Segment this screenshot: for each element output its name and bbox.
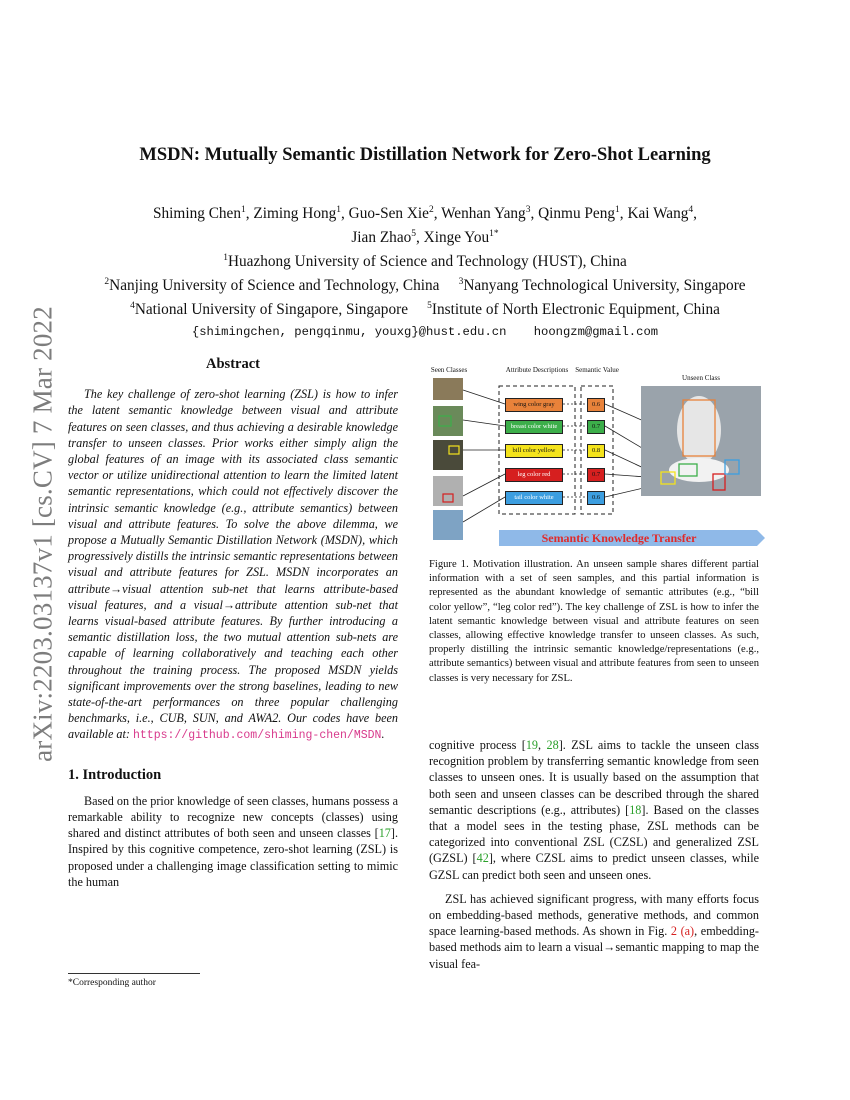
affil-sup: 2 bbox=[104, 277, 110, 288]
affiliation-line-1 bbox=[0, 248, 850, 272]
text: ]. Inspired by this cognitive competence, zero-shot learning (ZSL) is proposed under a challenging image classification setting to mimic the human bbox=[68, 826, 398, 889]
affil-sup: 3 bbox=[458, 277, 464, 288]
seen-image bbox=[433, 406, 463, 436]
citation-link[interactable]: 18 bbox=[629, 802, 642, 817]
figure-link[interactable]: 2 (a) bbox=[670, 924, 695, 939]
value-tail: 0.6 bbox=[587, 491, 605, 505]
value-bill: 0.8 bbox=[587, 444, 605, 458]
affiliation-line-2 bbox=[0, 272, 850, 296]
attribute-descriptions-label: Attribute Descriptions bbox=[505, 366, 569, 374]
arxiv-stamp-text: arXiv:2203.03137v1 [cs.CV] 7 Mar 2022 bbox=[27, 306, 58, 762]
paper-title: MSDN: Mutually Semantic Distillation Network for Zero-Shot Learning bbox=[139, 145, 711, 165]
email[interactable]: {shimingchen, pengqinmu, youxg}@hust.edu.cn bbox=[191, 325, 507, 340]
affiliation-line-3 bbox=[0, 296, 850, 320]
value-wing: 0.6 bbox=[587, 398, 605, 412]
author-sup: 1 bbox=[615, 205, 620, 215]
abstract-text bbox=[68, 386, 398, 744]
author-name: Jian Zhao bbox=[351, 229, 412, 247]
affiliation: National University of Singapore, Singapore bbox=[134, 301, 408, 319]
text: Based on the prior knowledge of seen classes, humans possess a remarkable ability to recognize new concepts (classes) using shared and distinct attributes of both seen and unseen classes [ bbox=[68, 793, 398, 841]
affil-sup: 4 bbox=[130, 301, 135, 312]
seen-classes-label: Seen Classes bbox=[430, 366, 468, 374]
left-column bbox=[68, 356, 398, 890]
affiliation: Huazhong University of Science and Technology (HUST), China bbox=[227, 253, 627, 271]
author-name: Qinmu Peng bbox=[538, 205, 616, 223]
citation-link[interactable]: 19 bbox=[525, 738, 539, 752]
seen-image bbox=[433, 378, 463, 400]
attribute-breast: breast color white bbox=[505, 420, 563, 434]
citation-link[interactable]: 42 bbox=[476, 851, 489, 866]
value-breast: 0.7 bbox=[587, 420, 605, 434]
affiliation: Nanyang Technological University, Singapore bbox=[463, 277, 746, 295]
right-column bbox=[429, 737, 759, 972]
seen-image bbox=[433, 440, 463, 470]
footnote-text: *Corresponding author bbox=[68, 978, 156, 988]
author-name: Wenhan Yang bbox=[441, 205, 526, 223]
attribute-tail: tail color white bbox=[505, 491, 563, 505]
transfer-label: Semantic Knowledge Transfer bbox=[541, 531, 697, 545]
text: cognitive process [ bbox=[429, 738, 526, 752]
attribute-wing: wing color gray bbox=[505, 398, 563, 412]
author-sup: 3 bbox=[525, 205, 531, 215]
affil-sup: 1 bbox=[223, 253, 228, 264]
email-line bbox=[0, 322, 850, 343]
author-sup: 4 bbox=[688, 205, 694, 215]
author-name: Kai Wang bbox=[627, 205, 689, 223]
citation-link[interactable]: 17 bbox=[378, 826, 391, 841]
text: ]. Based on the classes that a model sees in the testing phase, ZSL methods can be categorized into conventional ZSL (CZSL) and generalized ZSL (GZSL) [ bbox=[429, 802, 760, 866]
affil-sup: 5 bbox=[427, 301, 432, 312]
author-name: Guo-Sen Xie bbox=[348, 205, 429, 223]
intro-paragraph-2: cognitive process [19, 28]. ZSL aims to tackle the unseen class recognition problem by transferring semantic knowledge from seen classes to unseen ones. It is usually based on the assumption that both seen and unseen classes can be described through the shared semantic descriptions (e.g., attributes) [18]. Based on the classes that a model sees in the testing phase, ZSL methods can be categorized into conventional ZSL (CZSL) and generalized ZSL (GZSL) [42], where CZSL aims to predict unseen classes, while GZSL can predict both seen and unseen ones. bbox=[429, 738, 760, 882]
abstract-body: The key challenge of zero-shot learning (ZSL) is how to infer the latent semantic knowledge between visual and attribute features on seen classes, and thus achieving a desirable knowledge transfer to unseen classes. Prior works either simply align the global features of an image with its associated class semantic vector or utilize unidirectional attention to learn the limited latent semantic representations, which could not effectively discover the intrinsic semantic knowledge (e.g., attribute semantics) between visual and attribute features. To solve the above dilemma, we propose a Mutually Semantic Distillation Network (MSDN), which progressively distills the intrinsic semantic representations between visual and attribute features for ZSL. MSDN incorporates an attribute→visual attention sub-net that learns attribute-based visual features, and a visual→attribute attention sub-net that learns visual-based attribute features. By further introducing a semantic distillation loss, the two mutual attention sub-nets are capable of learning collaboratively and teaching each other throughout the training process. The proposed MSDN yields significant improvements over the strong baselines, leading to new state-of-the-art performances on three popular challenging benchmarks, i.e., CUB, SUN, and AWA2. Our codes have been available at: bbox=[68, 387, 398, 742]
citation-link[interactable]: 28 bbox=[546, 738, 559, 752]
author-name: Ziming Hong bbox=[253, 205, 337, 223]
attribute-bill: bill color yellow bbox=[505, 444, 563, 458]
author-sup: 2 bbox=[428, 205, 434, 215]
text: ZSL has achieved significant progress, with many efforts focus on embedding-based methods, generative methods, and common space learning-based methods. As shown in Fig. bbox=[429, 891, 759, 939]
author-line-1: Shiming Chen$^1$, Ziming Hong$^1$, Guo-Sen Xie$^2$, Wenhan Yang$^3$, Qinmu Peng$^1$, Kai Wang$^4$, bbox=[153, 205, 697, 223]
author-sup: 1 bbox=[336, 205, 342, 215]
footnote bbox=[68, 973, 398, 988]
author-sup: 1* bbox=[489, 229, 499, 240]
value-leg: 0.7 bbox=[587, 468, 605, 482]
abstract-end: . bbox=[381, 727, 385, 742]
figure-1-caption: Figure 1. Motivation illustration. An unseen sample shares different partial information with a set of seen samples, and this partial information is represented as the abundant knowledge of semantic attributes (e.g., “bill color yellow”, “leg color red”). The key challenge of ZSL is how to infer the latent semantic knowledge between visual and attribute features on seen classes, allowing effective knowledge transfer to unseen classes. As such, properly distilling the intrinsic semantic knowledge/representations (e.g., attribute semantics) between visual and attribute features from seen to unseen classes is very necessary for ZSL. bbox=[429, 559, 759, 684]
footnote-rule bbox=[68, 973, 200, 974]
intro-heading: 1. Introduction bbox=[68, 766, 162, 783]
arxiv-stamp bbox=[18, 294, 68, 774]
intro-paragraph-3 bbox=[429, 891, 759, 972]
author-sup: 5 bbox=[411, 229, 417, 240]
intro-paragraph-1 bbox=[68, 793, 398, 890]
code-link[interactable]: https://github.com/shiming-chen/MSDN bbox=[132, 729, 382, 743]
figure-1 bbox=[429, 360, 769, 555]
text: , embedding-based methods aim to learn a visual→semantic mapping to map the visual fea- bbox=[429, 924, 759, 971]
author-block bbox=[0, 200, 850, 343]
author-line-2: Jian Zhao$^5$, Xinge You$^{1*}$ bbox=[351, 229, 499, 247]
unseen-class-label: Unseen Class bbox=[682, 374, 720, 382]
semantic-value-label: Semantic Value bbox=[575, 366, 619, 374]
seen-image bbox=[433, 510, 463, 540]
attribute-leg: leg color red bbox=[505, 468, 563, 482]
author-name: Xinge You bbox=[423, 229, 490, 247]
author-sup: 1 bbox=[241, 205, 246, 215]
bird-shape bbox=[669, 458, 729, 482]
text: ], where CZSL aims to predict unseen classes, while GZSL can predict both seen and unseen ones. bbox=[429, 851, 759, 882]
text: ]. ZSL aims to tackle the unseen class recognition problem by transferring semantic knowledge from seen classes to unseen ones. It is usually based on the assumption that both seen and unseen classes can be described through the shared semantic descriptions (e.g., attributes) [ bbox=[429, 738, 760, 817]
email[interactable]: hoongzm@gmail.com bbox=[533, 325, 659, 340]
affiliation: Nanjing University of Science and Technology, China bbox=[109, 277, 440, 295]
abstract-heading: Abstract bbox=[206, 356, 260, 372]
affiliation: Institute of North Electronic Equipment, China bbox=[431, 301, 720, 319]
author-name: Shiming Chen bbox=[153, 205, 241, 223]
